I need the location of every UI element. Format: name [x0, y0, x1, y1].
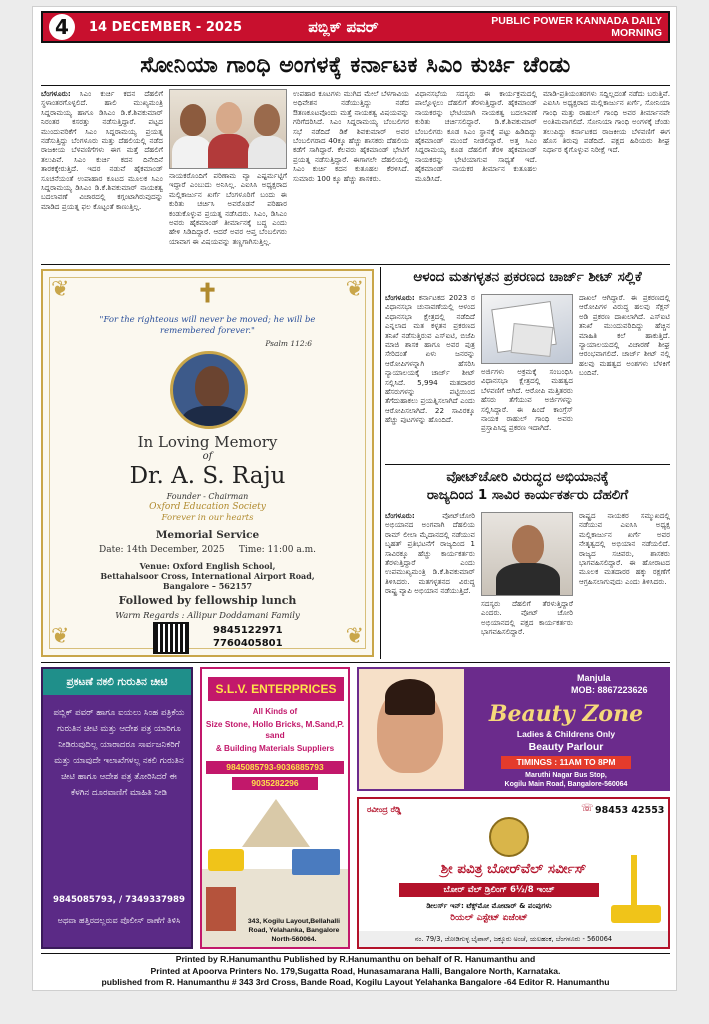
model-photo [377, 685, 443, 773]
dateline: ಬೆಂಗಳೂರು: [41, 89, 71, 98]
bible-verse: "For the righteous will never be moved; he will be remembered forever." [99, 315, 316, 336]
phone-1: 9845122971 [213, 625, 283, 636]
building-icon [206, 887, 236, 931]
in-loving-memory: In Loving Memory [137, 433, 278, 451]
lunch-note: Followed by fellowship lunch [118, 594, 297, 607]
venue-line-2: Bettahalsoor Cross, International Airport Road, [100, 571, 315, 581]
slv-line-3: & Building Materials Suppliers [215, 744, 335, 753]
paper-name: ಪಬ್ಲಿಕ್ ಪವರ್ [308, 18, 379, 36]
borewell-line-3: ರಿಯಲ್ ಎಸ್ಟೇಟ್ ಏಜೆಂಟ್ [450, 913, 528, 923]
memorial-ad [41, 269, 374, 657]
dateline: ಬೆಂಗಳೂರು: [385, 293, 415, 302]
leaders-photo [169, 89, 287, 169]
borewell-line-2: ಡೀಲರ್ಸ್ ಇನ್: ಟೆಕ್ಸ್‌ಮೋ ಮೋಟಾರ್ & ಪಂಪುಗಳು [426, 901, 552, 910]
beauty-address-1: Maruthi Nagar Bus Stop, [525, 772, 607, 779]
article-text: ಕರ್ನಾಟಕದ 2023 ರ ವಿಧಾನಸಭಾ ಚುನಾವಣೆಯಲ್ಲಿ ಆಳಂದ ವಿಧಾನಸಭಾ ಕ್ಷೇತ್ರದಲ್ಲಿ ನಡೆದಿದೆ ಎನ್ನಲಾದ ಮತ ಕಳ್ಳತನ ಪ್ರಕರಣದ ತನಿಖೆ ನಡೆಸುತ್ತಿರುವ ಎಸ್ಐಟಿ, ಬಿಜೆಪಿ ಮಾಜಿ ಶಾಸಕ ಹಾಗೂ ಅವರ ಪುತ್ರ ಸೇರಿದಂತೆ ಏಳು ಜನರನ್ನು ಆರೋಪಿಗಳನ್ನಾಗಿ ಹೆಸರಿಸಿ ನ್ಯಾಯಾಲಯಕ್ಕೆ ಚಾರ್ಜ್ ಶೀಟ್ ಸಲ್ಲಿಸಿದೆ. 5,994 ಮತದಾರರ ಹೆಸರುಗಳನ್ನು ಪಟ್ಟಿಯಿಂದ ತೆಗೆದುಹಾಕಲು ಪ್ರಯತ್ನಿಸಲಾಗಿದೆ ಎಂದು ಆರೋಪಿಸಲಾಗಿದೆ. 22 ಸಾವಿರಕ್ಕೂ ಹೆಚ್ಚು ಪುಟಗಳನ್ನು ಹೊಂದಿದೆ. [385, 293, 475, 425]
qr-code [153, 622, 189, 654]
article-text: ವೋಟ್‌ಚೋರಿ ಅಭಿಯಾನದ ಅಂಗವಾಗಿ ದೆಹಲಿಯ ರಾಮ್ ಲೀಲಾ ಮೈದಾನದಲ್ಲಿ ನಡೆಯುವ ಬೃಹತ್ ಪ್ರತಿಭಟನೆಗೆ ರಾಜ್ಯದಿಂದ 1 ಸಾವಿರಕ್ಕೂ ಹೆಚ್ಚು ಕಾರ್ಯಕರ್ತರು ತೆರಳುತ್ತಿದ್ದಾರೆ ಎಂದು ಉಪಮುಖ್ಯಮಂತ್ರಿ ಡಿ.ಕೆ.ಶಿವಕುಮಾರ್ ತಿಳಿಸಿದರು. ಮತಗಳ್ಳತನದ ವಿರುದ್ಧ ರಾಷ್ಟ್ರ ವ್ಯಾಪಿ ಅಭಿಯಾನ ನಡೆಯುತ್ತಿದೆ. [385, 511, 475, 596]
story3-col-1 [385, 511, 475, 657]
floral-ornament-icon: ❦ [345, 624, 364, 649]
sand-pile-icon [242, 799, 310, 847]
slv-enterprices-ad [200, 667, 350, 949]
paper-english-name: PUBLIC POWER KANNADA DAILY MORNING [491, 15, 662, 39]
beauty-title: Beauty Zone [488, 701, 644, 727]
politician-photo [481, 512, 573, 596]
deceased-name: Dr. A. S. Raju [129, 463, 286, 489]
notice-body: ಪಬ್ಲಿಕ್ ಪವರ್ ಹಾಗೂ ಐಯಲು ಸಿಂಹ ಪತ್ರಿಕೆಯ ಗುರುತಿನ ಚೀಟಿ ಮತ್ತು ಆದೇಶ ಪತ್ರ ಯಾರಿಗೂ ನೀಡಿರುವುದಿಲ್ಲ ಯಾರಾದರೂ ಸಾರ್ವಜನಿಕರಿಗೆ ಮತ್ತು ಯಾವುದೇ ಇಲಾಖೆಗಳಲ್ಲ ನಕಲಿ ಗುರುತಿನ ಚೀಟಿ ಹಾಗೂ ಆದೇಶ ಪತ್ರ ತೋರಿಸಿದರೆ ಈ ಕೆಳಗಿನ ದೂರವಾಣಿಗೆ ಮಾಹಿತಿ ನೀಡಿ [53, 708, 185, 798]
divider [41, 264, 670, 265]
borewell-address: ನಂ. 79/3, ಜೋಡಿಗುಳ್ಳ ಬೈಪಾಸ್, ಜಕ್ಕೂರು ಅಂಚೆ, ಯಲಹಂಕ, ಬೆಂಗಳೂರು - 560064 [359, 931, 668, 947]
lead-story-col-1 [41, 89, 163, 261]
drilling-rig-icon [611, 855, 661, 925]
article-text: ಸಿಎಂ ಕುರ್ಚಿ ಕದನ ದೆಹಲಿಗೆ ಸ್ಥಳಾಂತರಗೊಳ್ಳಲಿದೆ. ಹಾಲಿ ಮುಖ್ಯಮಂತ್ರಿ ಸಿದ್ದರಾಮಯ್ಯ ಹಾಗೂ ಡಿಸಿಎಂ ಡಿ.ಕೆ.ಶಿವಕುಮಾರ್ ನಿರಂತರ ಕಸರತ್ತು ನಡೆಸುತ್ತಿದ್ದಾರೆ. ಪಟ್ಟದ ಮುಂದುವರಿಕೆಗೆ ಸಿಎಂ ಸಿದ್ದರಾಮಯ್ಯ ಪ್ರಯತ್ನ ನಡೆಸುತ್ತಿದ್ದು ಬೆಂಗಳೂರು ಮತ್ತು ದೆಹಲಿಯಲ್ಲಿ ನಡೆದ ರಾಜಕೀಯ ಬೆಳವಣಿಗೆಗಳು ಈಗ ಮತ್ತೆ ದೆಹಲಿಗೆ ತಲುಪಿವೆ. ಸಿಎಂ ಕುರ್ಚಿ ಕದನ ದಿನೇದಿನೆ ತಾರಕಕ್ಕೇರುತ್ತಿದೆ. ಇದರ ನಡುವೆ ಹೈಕಮಾಂಡ್ ಸೂಚನೆಯಂತೆ ಉಪಾಹಾರ ಕೂಟದ ಮೂಲಕ ಸಿಎಂ ಸಿದ್ದರಾಮಯ್ಯ ಡಿಸಿಎಂ ಡಿ.ಕೆ.ಶಿವಕುಮಾರ್ ನಾಯಕತ್ವ ಬದಲಾವಣೆ ವಿಚಾರದಲ್ಲಿ ಕಗ್ಗಂಟಾಗಿರುವುದನ್ನು ಮಾಡಿದ ಪ್ರಯತ್ನ ಫಲ ಕೊಟ್ಟಂತೆ ಕಾಣುತ್ತಿಲ್ಲ. [41, 89, 163, 211]
notice-title: ಪ್ರಕಟಣೆ ನಕಲಿ ಗುರುತಿನ ಚೀಟಿ [43, 669, 191, 695]
story2-col-2: ಅರ್ಜಿಗಳು ಅಕ್ರಮಕ್ಕೆ ಸಂಬಂಧಿಸಿ ವಿಧಾನಸಭಾ ಕ್ಷೇತ್ರದಲ್ಲಿ ಮಹತ್ವದ ಬೆಳವಣಿಗೆ ಆಗಿದೆ. ಆರೋಪಿ ಮತ್ತಿತರರು ಹೆಸರು ತೆಗೆಯುವ ಅರ್ಜಿಗಳನ್ನು ಸಲ್ಲಿಸಿದ್ದಾರೆ. ಈ ಹಿಂದೆ ಕಾಂಗ್ರೆಸ್ ನಾಯಕ ರಾಹುಲ್ ಗಾಂಧಿ ಅವರು ಪ್ರಸ್ತಾಪಿಸಿದ್ದ ಪ್ರಕರಣ ಇದಾಗಿದೆ. [481, 367, 573, 433]
story2-col-1 [385, 293, 475, 461]
excavator-icon [208, 849, 244, 871]
floral-ornament-icon: ❦ [51, 277, 70, 302]
lead-story-col-2: ನಾಯಕರೊಂದಿಗೆ ಪರಿಣಾಮ ವ್ಯಾ ಎಷ್ಟರ್ಮಟ್ಟಿಗೆ ಇದ್ದಾರೆ ಎಂಬುದು ಅನಿಸಿಲ್ಲ. ಎಐಸಿಸಿ ಅಧ್ಯಕ್ಷರಾದ ಮಲ್ಲಿಕಾರ್ಜುನ ಖರ್ಗೆ ಬೆಂಗಳೂರಿಗೆ ಬಂದು ಈ ಕುರಿತು ಚರ್ಚಿಸಿ ಅವರೊಡನೆ ಪರಿಹಾರ ಕಂಡುಕೊಳ್ಳುವ ಪ್ರಯತ್ನ ನಡೆಸಿದರು. ಸಿಎಂ, ಡಿಸಿಎಂ ಅವರು ಹೈಕಮಾಂಡ್ ತೀರ್ಮಾನಕ್ಕೆ ಬದ್ಧ ಎಂದು ಹೇಳಿ ಸಿಡಿದಿದ್ದಾರೆ. ಆದರೆ ಅವರ ಆಪ್ತ ಬೆಂಬಲಿಗರು ಯಾವಾಗ ಈ ವಿಷಯವನ್ನು ತಣ್ಣಗಾಗಿಸುತ್ತಿಲ್ಲ. [169, 171, 287, 246]
lead-story-col-5: ಮಾಡಿ-ಪ್ರತಿಯಂತರಗಳು ಸದ್ದಿಲ್ಲದಂತೆ ನಡೆದು ಬರುತ್ತಿವೆ. ಎಐಸಿಸಿ ಅಧ್ಯಕ್ಷರಾದ ಮಲ್ಲಿಕಾರ್ಜುನ ಖರ್ಗೆ, ಸೋನಿಯಾ ಗಾಂಧಿ ಮತ್ತು ರಾಹುಲ್ ಗಾಂಧಿ ಅವರ ತೀರ್ಮಾನವೇ ಅಂತಿಮವಾಗಲಿದೆ. ಸೋನಿಯಾ ಗಾಂಧಿ ಅಂಗಳಕ್ಕೆ ಚೆಂಡು ತಲುಪಿದ್ದು ಕರ್ನಾಟಕದ ರಾಜಕೀಯ ಬೆಳವಣಿಗೆ ಈಗ ಹೊಸ ತಿರುವು ಪಡೆದಿದೆ. ಪಕ್ಷದ ಹಿರಿಯರು ಶೀಘ್ರ ನಿರ್ಧಾರ ಕೈಗೊಳ್ಳುವ ನಿರೀಕ್ಷೆ ಇದೆ. [543, 89, 670, 155]
documents-photo [481, 294, 573, 364]
divider [385, 464, 670, 465]
role-title: Founder - Chairman [166, 492, 249, 501]
service-title: Memorial Service [155, 529, 260, 541]
borewell-ad [357, 797, 670, 949]
slv-title: S.L.V. ENTERPRICES [208, 677, 344, 701]
story3-col-2: ಸದಸ್ಯರು ದೆಹಲಿಗೆ ತೆರಳುತ್ತಿದ್ದಾರೆ ಎಂದರು. ವೋಟ್ ಚೋರಿ ಅಭಿಯಾನದಲ್ಲಿ ಪಕ್ಷದ ಕಾರ್ಯಕರ್ತರು ಭಾಗವಹಿಸಲಿದ್ದಾರೆ. [481, 599, 573, 637]
borewell-phone: 98453 42553 [595, 805, 665, 816]
floral-ornament-icon: ❦ [51, 624, 70, 649]
deity-emblem [489, 817, 529, 857]
lead-headline: ಸೋನಿಯಾ ಗಾಂಧಿ ಅಂಗಳಕ್ಕೆ ಕರ್ನಾಟಕ ಸಿಎಂ ಕುರ್ಚಿ ಚೆಂಡು [140, 53, 571, 78]
fake-id-notice-ad [41, 667, 193, 949]
floral-ornament-icon: ❦ [345, 277, 364, 302]
lead-story-col-4: ವಿಧಾನಸಭೆಯ ಸದಸ್ಯರು ಈ ಕಾರ್ಯಕ್ರಮದಲ್ಲಿ ಪಾಲ್ಗೊಳ್ಳಲು ದೆಹಲಿಗೆ ತೆರಳುತ್ತಿದ್ದಾರೆ. ಹೈಕಮಾಂಡ್ ನಾಯಕರನ್ನು ಭೇಟಿಯಾಗಿ ನಾಯಕತ್ವ ಬದಲಾವಣೆ ಕುರಿತು ಚರ್ಚಿಸಲಿದ್ದಾರೆ. ಡಿ.ಕೆ.ಶಿವಕುಮಾರ್ ಬೆಂಬಲಿಗರು ಕೂಡ ಸಿಎಂ ಸ್ಥಾನಕ್ಕೆ ಪಟ್ಟು ಹಿಡಿದಿದ್ದು ಹೈಕಮಾಂಡ್ ಮುಂದೆ ನೀಡಲಿದ್ದಾರೆ. ಅತ್ತ ಸಿಎಂ ಸಿದ್ದರಾಮಯ್ಯ ಕೂಡ ದೆಹಲಿಗೆ ತೆರಳಿ ಹೈಕಮಾಂಡ್ ನಾಯಕರನ್ನು ಭೇಟಿಯಾಗುವ ಸಾಧ್ಯತೆ ಇದೆ. ಹೈಕಮಾಂಡ್ ನಾಯಕರ ತೀರ್ಮಾನ ಕುತೂಹಲ ಮೂಡಿಸಿದೆ. [415, 89, 537, 183]
imprint-line-3: published from R. Hanumanthu # 343 3rd Cross, Bande Road, Kogilu Layout Yelahanka Bangalore -64 Editor R. Hanumanthu [101, 977, 610, 987]
imprint-line-1: Printed by R.Hanumanthu Published by R.Hanumanthu on behalf of R. Hanumanthu and [175, 954, 536, 964]
slv-phone-3: 9035282296 [232, 777, 318, 790]
venue-line-3: Bangalore – 562157 [162, 581, 253, 591]
slv-phones: 9845085793-9036885793 [206, 761, 344, 774]
story2-col-3: ದಾಖಲೆ ಆಗಿದ್ದಾರೆ. ಈ ಪ್ರಕರಣದಲ್ಲಿ ಆರೋಪಿಗಳ ವಿರುದ್ಧ ಹಲವು ಸೆಕ್ಷನ್ ಅಡಿ ಪ್ರಕರಣ ದಾಖಲಾಗಿದೆ. ಎಸ್ಐಟಿ ತನಿಖೆ ಮುಂದುವರಿದಿದ್ದು ಹೆಚ್ಚಿನ ಮಾಹಿತಿ ಕಲೆ ಹಾಕುತ್ತಿದೆ. ನ್ಯಾಯಾಲಯದಲ್ಲಿ ವಿಚಾರಣೆ ಶೀಘ್ರ ಆರಂಭವಾಗಲಿದೆ. ಚಾರ್ಜ್ ಶೀಟ್ ನಲ್ಲಿ ಹಲವು ಮಹತ್ವದ ಅಂಶಗಳು ಬೆಳಕಿಗೆ ಬಂದಿವೆ. [579, 293, 670, 378]
imprint-line-2: Printed at Apoorva Printers No. 179,Sugatta Road, Hunasamarana Halli, Bangalore North, Karnataka. [150, 965, 561, 976]
of-text: of [202, 451, 213, 462]
notice-phones: 9845085793, / 7349337989 [53, 895, 185, 905]
borewell-title: ಶ್ರೀ ಪವಿತ್ರ ಬೋರ್‌ವೆಲ್ ಸರ್ವೀಸ್ [440, 861, 587, 877]
phone-icon: ☏ [581, 803, 594, 814]
beauty-sub-2: Beauty Parlour [528, 741, 604, 753]
contact-mobile: MOB: 8867223626 [571, 685, 648, 695]
notice-tail: ಅಥವಾ ಹತ್ತಿರದಲ್ಲರುವ ಪೊಲೀಸ್ ಠಾಣೆಗೆ ತಿಳಿಸಿ [57, 915, 181, 925]
venue-line-1: Venue: Oxford English School, [139, 561, 276, 571]
slv-line-1: All Kinds of [252, 707, 298, 716]
borewell-line-1: ಬೋರ್ ವೆಲ್ ಡ್ರಿಲಿಂಗ್ 6½/8 ಇಂಚ್ [399, 883, 599, 897]
phone-2: 7760405801 [213, 638, 283, 649]
truck-icon [292, 849, 340, 875]
story3-col-3: ರಾಷ್ಟ್ರದ ನಾಯಕರ ಸಮ್ಮುಖದಲ್ಲಿ ನಡೆಯುವ ಎಐಸಿಸಿ ಅಧ್ಯಕ್ಷ ಮಲ್ಲಿಕಾರ್ಜುನ ಖರ್ಗೆ ಅವರ ನೇತೃತ್ವದಲ್ಲಿ ಅಭಿಯಾನ ನಡೆಯಲಿದೆ. ರಾಜ್ಯದ ಸಚಿವರು, ಶಾಸಕರು ಭಾಗವಹಿಸಲಿದ್ದಾರೆ. ಈ ಹೋರಾಟದ ಮೂಲಕ ಮತದಾರರ ಹಕ್ಕು ರಕ್ಷಣೆಗೆ ಆಗ್ರಹಿಸಲಾಗುವುದು ಎಂದು ತಿಳಿಸಿದರು. [579, 511, 670, 586]
dateline: ಬೆಂಗಳೂರು: [385, 511, 415, 520]
page-number: 4 [49, 14, 75, 40]
imprint-footer [41, 953, 670, 989]
issue-date: 14 DECEMBER - 2025 [88, 19, 243, 35]
beauty-timings: TIMINGS : 11AM TO 8PM [501, 756, 631, 769]
owner-name: ರವೀಂದ್ರ ರೆಡ್ಡಿ [367, 805, 402, 814]
newspaper-page [32, 6, 677, 991]
divider [41, 662, 670, 663]
story3-headline-1: ವೋಟ್‌ಚೋರಿ ವಿರುದ್ಧದ ಅಭಿಯಾನಕ್ಕೆ [446, 469, 609, 485]
story2-headline: ಆಳಂದ ಮತಗಳ್ಳತನ ಪ್ರಕರಣದ ಚಾರ್ಜ್ ಶೀಟ್ ಸಲ್ಲಿಕೆ [413, 269, 642, 285]
tagline: Forever in our hearts [161, 513, 254, 523]
service-date: Date: 14th December, 2025 Time: 11:00 a.m. [99, 545, 316, 555]
lead-story-col-3: ಉಪಹಾರ ಕೂಟಗಳು ಮುಗಿದ ಮೇಲೆ ಬೆಳಗಾವಿಯ ಅಧಿವೇಶನ ನಡೆಯುತ್ತಿದ್ದು ನಡೆದ ಔತಣಕೂಟವೊಂದು ಮತ್ತೆ ನಾಯಕತ್ವ ವಿಷಯವನ್ನು ಗರಿಗೆದರಿಸಿದೆ. ಸಿಎಂ ಸಿದ್ದರಾಮಯ್ಯ ಬೆಂಬಲಿಗರ ಸಭೆ ನಡೆದಿದೆ ಡಿಕೆ ಶಿವಕುಮಾರ್ ಅವರ ಬೆಂಬಲಿಗರಾದ 40ಕ್ಕೂ ಹೆಚ್ಚು ಶಾಸಕರು ದೆಹಲಿಯ ಕಡೆಗೆ ಸಾಗಿದ್ದಾರೆ. ಕೆಲವರು ಹೈಕಮಾಂಡ್ ಭೇಟಿಗೆ ಪ್ರಯತ್ನ ನಡೆಸುತ್ತಿದ್ದಾರೆ. ಈಗಾಗಲೇ ದೆಹಲಿಯಲ್ಲಿ ಸಿಎಂ ಕುರ್ಚಿ ಕದನ ಕುತೂಹಲ ಕೆರಳಿಸಿದೆ. ಸುಮಾರು 100 ಕ್ಕೂ ಹೆಚ್ಚು ಶಾಸಕರು. [293, 89, 409, 183]
organization: Oxford Education Society [149, 502, 266, 512]
regards: Warm Regards : Allipur Doddamani Family [115, 611, 300, 621]
divider [380, 267, 381, 659]
verse-reference: Psalm 112:6 [265, 339, 312, 348]
story3-headline-2: ರಾಜ್ಯದಿಂದ 1 ಸಾವಿರ ಕಾರ್ಯಕರ್ತರು ದೆಹಲಿಗೆ [426, 487, 629, 503]
portrait-photo [170, 351, 248, 429]
cross-icon: ✝ [196, 279, 219, 309]
beauty-address-2: Kogilu Main Road, Bangalore-560064 [504, 781, 628, 788]
slv-address: 343, Kogilu Layout,Bellahalli Road, Yelahanka, Bangalore North-560064. [247, 918, 341, 943]
masthead [41, 11, 670, 43]
divider [41, 85, 670, 86]
contact-name: Manjula [577, 673, 611, 683]
beauty-sub-1: Ladies & Childrens Only [516, 729, 616, 739]
beauty-zone-ad [357, 667, 670, 791]
slv-line-2: Size Stone, Hollo Bricks, M.Sand,P. sand [205, 719, 345, 740]
